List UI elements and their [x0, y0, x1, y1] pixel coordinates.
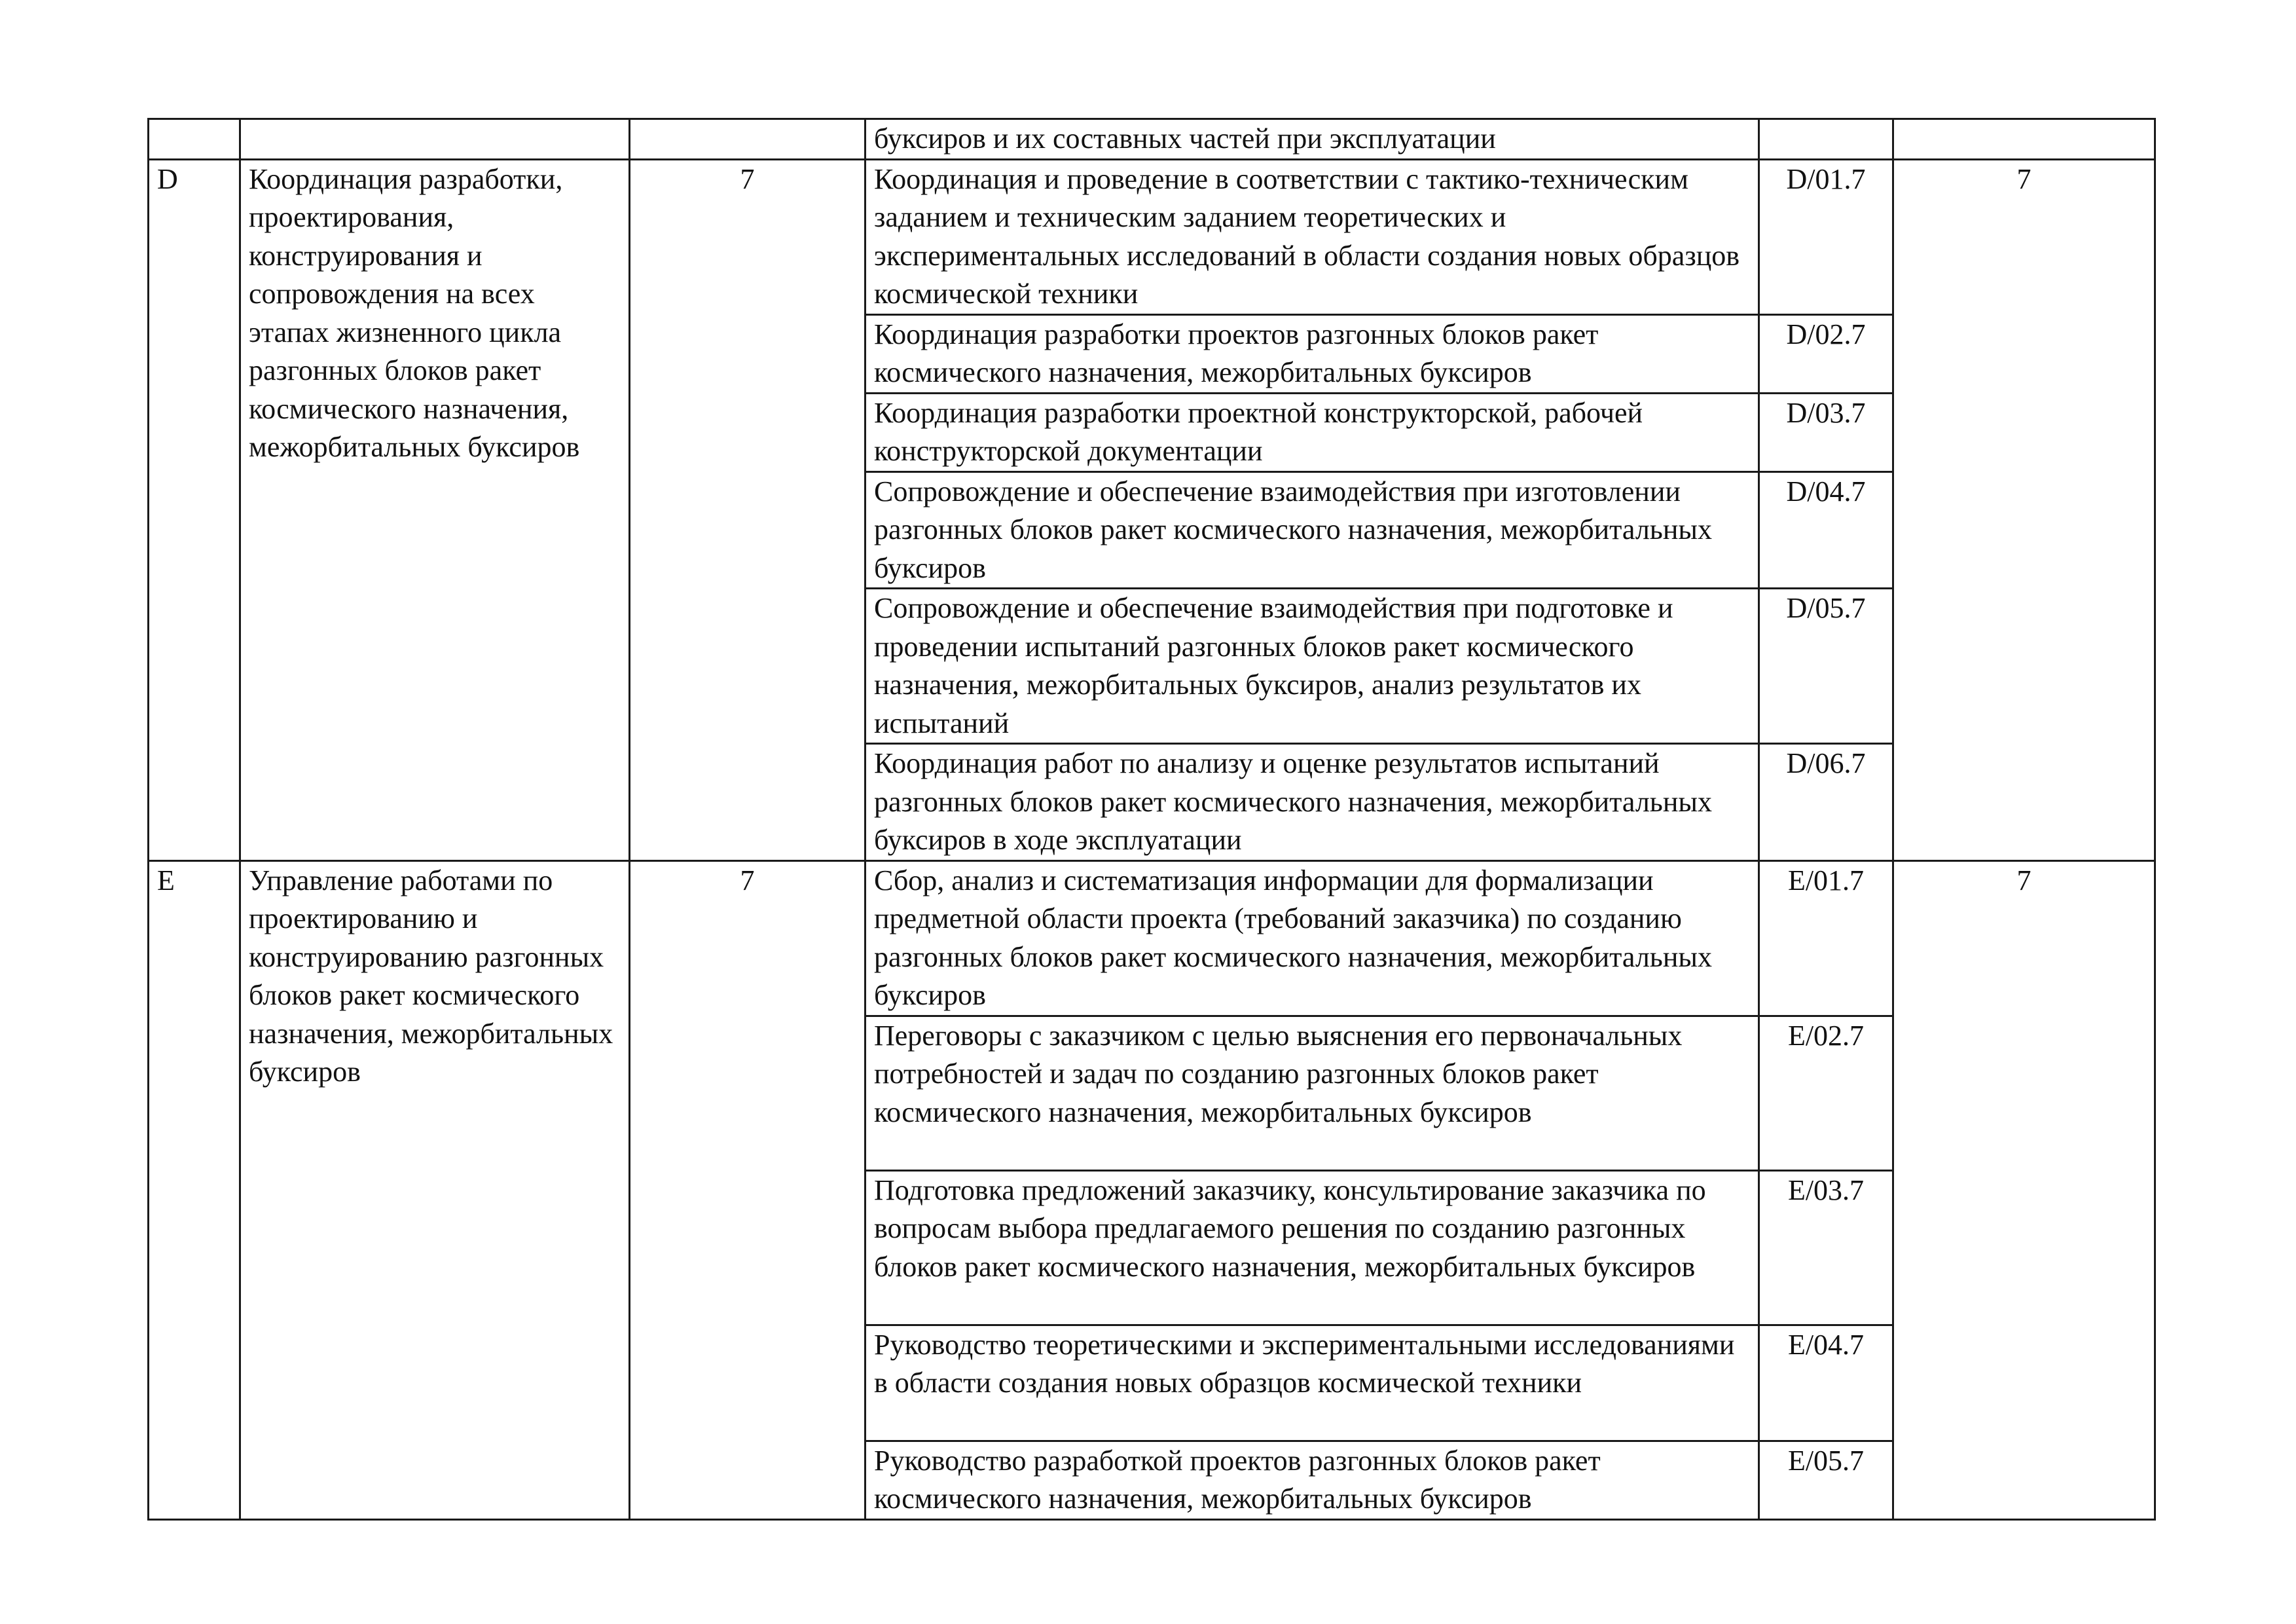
function-name-cell: Руководство разработкой проектов разгонных блоков ракет космического назначения, межорбитальных буксиров — [866, 1441, 1759, 1519]
table-row — [149, 159, 2155, 314]
function-code-cell: D/06.7 — [1759, 744, 1893, 861]
function-code-cell: D/01.7 — [1759, 159, 1893, 314]
function-code-cell: E/03.7 — [1759, 1170, 1893, 1325]
table-row-continuation — [149, 119, 2155, 160]
function-name-cell: Сопровождение и обеспечение взаимодействия при изготовлении разгонных блоков ракет космического назначения, межорбитальных буксиров — [866, 471, 1759, 589]
cell-empty — [149, 119, 240, 160]
group-code-cell: D — [149, 159, 240, 860]
function-code-cell: D/04.7 — [1759, 471, 1893, 589]
function-name-cell: Координация разработки проектной конструкторской, рабочей конструкторской документации — [866, 393, 1759, 471]
function-name-cell: Руководство теоретическими и экспериментальными исследованиями в области создания новых образцов космической техники — [866, 1325, 1759, 1441]
function-name-cell: Координация и проведение в соответствии с тактико-техническим заданием и техническим заданием теоретических и экспериментальных исследований в области создания новых образцов космической техники — [866, 159, 1759, 314]
sublevel-cell: 7 — [1893, 860, 2155, 1519]
function-code-cell: E/01.7 — [1759, 860, 1893, 1016]
function-name-cell: Сопровождение и обеспечение взаимодействия при подготовке и проведении испытаний разгонных блоков ракет космического назначения, межорбитальных буксиров, анализ результатов их испытаний — [866, 589, 1759, 744]
group-level-cell: 7 — [630, 860, 866, 1519]
group-name-cell: Координация разработки, проектирования, конструирования и сопровождения на всех этапах жизненного цикла разгонных блоков ракет космического назначения, межорбитальных буксиров — [240, 159, 630, 860]
group-name-cell: Управление работами по проектированию и конструированию разгонных блоков ракет космического назначения, межорбитальных буксиров — [240, 860, 630, 1519]
function-name-cell: Координация разработки проектов разгонных блоков ракет космического назначения, межорбитальных буксиров — [866, 314, 1759, 393]
function-code-cell: E/05.7 — [1759, 1441, 1893, 1519]
function-code-cell: D/02.7 — [1759, 314, 1893, 393]
functions-table — [147, 118, 2156, 1521]
cell-empty — [1759, 119, 1893, 160]
cell-empty — [630, 119, 866, 160]
function-name-cell: Подготовка предложений заказчику, консультирование заказчика по вопросам выбора предлагаемого решения по созданию разгонных блоков ракет космического назначения, межорбитальных буксиров — [866, 1170, 1759, 1325]
cell-empty — [1893, 119, 2155, 160]
function-code-cell: D/05.7 — [1759, 589, 1893, 744]
function-name-cell: Координация работ по анализу и оценке результатов испытаний разгонных блоков ракет космического назначения, межорбитальных буксиров в ходе эксплуатации — [866, 744, 1759, 861]
group-code-cell: E — [149, 860, 240, 1519]
sublevel-cell: 7 — [1893, 159, 2155, 860]
table-row — [149, 860, 2155, 1016]
function-name-cell: Сбор, анализ и систематизация информации для формализации предметной области проекта (требований заказчика) по созданию разгонных блоков ракет космического назначения, межорбитальных буксиров — [866, 860, 1759, 1016]
function-name-cell: буксиров и их составных частей при эксплуатации — [866, 119, 1759, 160]
group-level-cell: 7 — [630, 159, 866, 860]
function-code-cell: D/03.7 — [1759, 393, 1893, 471]
function-code-cell: E/04.7 — [1759, 1325, 1893, 1441]
function-code-cell: E/02.7 — [1759, 1016, 1893, 1170]
function-name-cell: Переговоры с заказчиком с целью выяснения его первоначальных потребностей и задач по созданию разгонных блоков ракет космического назначения, межорбитальных буксиров — [866, 1016, 1759, 1170]
cell-empty — [240, 119, 630, 160]
